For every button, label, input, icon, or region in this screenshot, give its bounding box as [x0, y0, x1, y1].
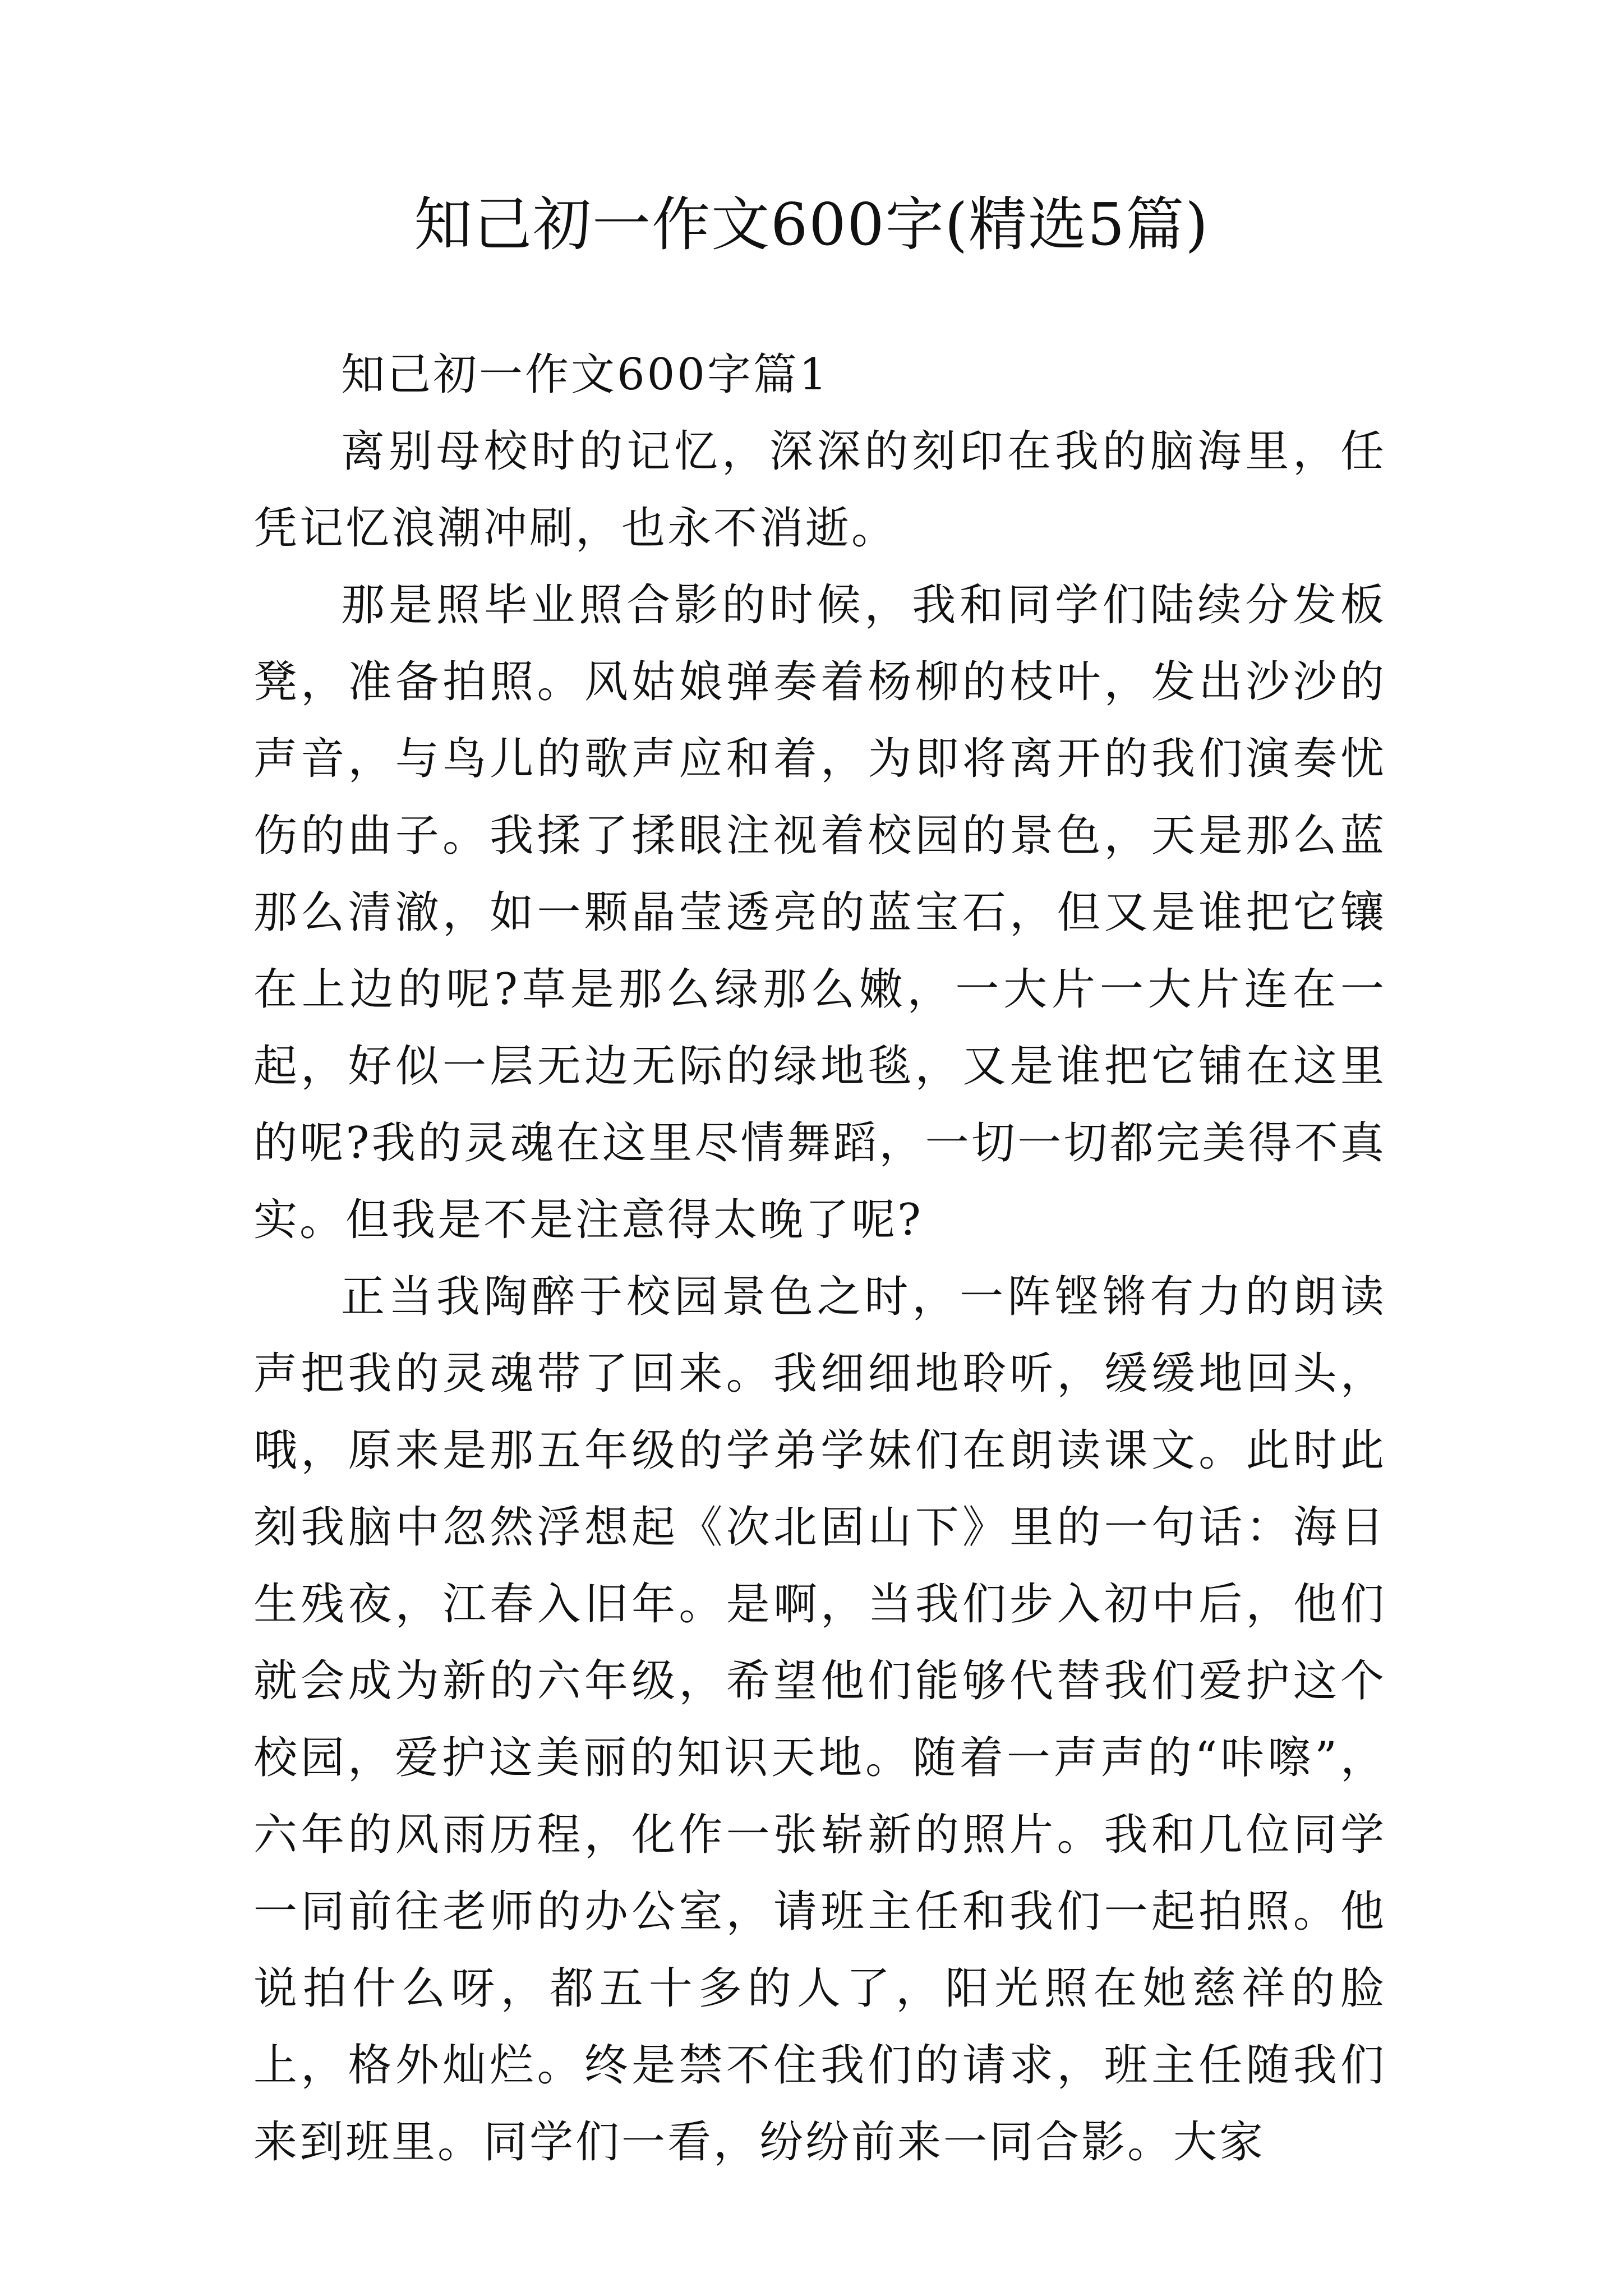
- document-body: [253, 337, 1386, 2181]
- paragraph-2: 那是照毕业照合影的时候，我和同学们陆续分发板凳，准备拍照。风姑娘弹奏着杨柳的枝叶，发出沙沙的声音，与鸟儿的歌声应和着，为即将离开的我们演奏忧伤的曲子。我揉了揉眼注视着校园的景色，天是那么蓝那么清澈，如一颗晶莹透亮的蓝宝石，但又是谁把它镶在上边的呢?草是那么绿那么嫩，一大片一大片连在一起，好似一层无边无际的绿地毯，又是谁把它铺在这里的呢?我的灵魂在这里尽情舞蹈，一切一切都完美得不真实。但我是不是注意得太晚了呢?: [253, 580, 1386, 1245]
- paragraph-1: 离别母校时的记忆，深深的刻印在我的脑海里，任凭记忆浪潮冲刷，也永不消逝。: [253, 426, 1386, 554]
- paragraph-3: 正当我陶醉于校园景色之时，一阵铿锵有力的朗读声把我的灵魂带了回来。我细细地聆听，缓缓地回头，哦，原来是那五年级的学弟学妹们在朗读课文。此时此刻我脑中忽然浮想起《次北固山下》里的一句话：海日生残夜，江春入旧年。是啊，当我们步入初中后，他们就会成为新的六年级，希望他们能够代替我们爱护这个校园，爱护这美丽的知识天地。随着一声声的“咔嚓”，六年的风雨历程，化作一张崭新的照片。我和几位同学一同前往老师的办公室，请班主任和我们一起拍照。他说拍什么呀，都五十多的人了，阳光照在她慈祥的脸上，格外灿烂。终是禁不住我们的请求，班主任随我们来到班里。同学们一看，纷纷前来一同合影。大家: [253, 1272, 1386, 2168]
- section-heading: 知己初一作文600字篇1: [341, 349, 829, 400]
- document-title: 知己初一作文600字(精选5篇): [414, 190, 1209, 259]
